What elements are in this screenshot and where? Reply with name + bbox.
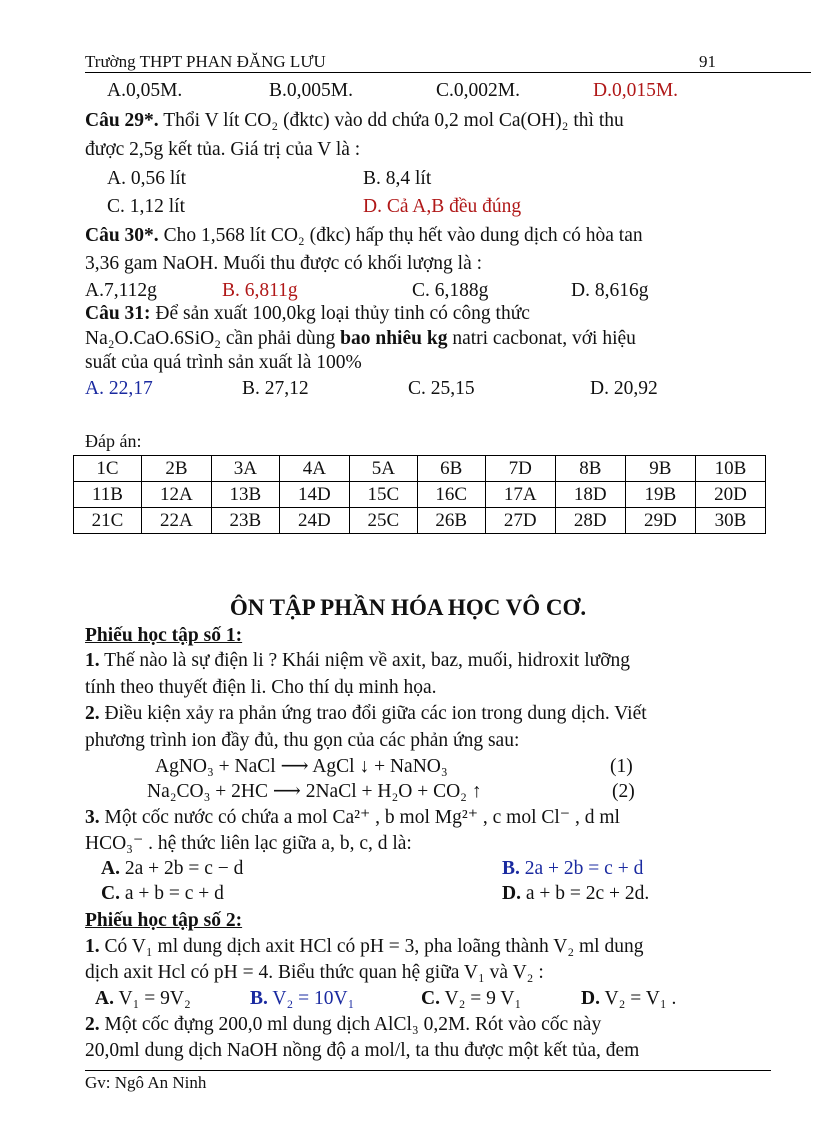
equation-number: (2) xyxy=(612,781,635,802)
table-row xyxy=(74,482,766,508)
q28-option-d: D.0,015M. xyxy=(593,80,679,101)
option-d-label: D. xyxy=(581,988,600,1009)
q31-line1 xyxy=(85,302,530,326)
q29-line1 xyxy=(85,109,624,133)
sheet1-item1-line2: tính theo thuyết điện li. Cho thí dụ minh họa. xyxy=(85,677,437,698)
q30-option-c: C. 6,188g xyxy=(412,280,489,301)
sheet2-item2-line1 xyxy=(85,1013,601,1037)
sheet2-item1-line2: dịch axit Hcl có pH = 4. Biểu thức quan hệ giữa V₁ và V₂ : xyxy=(85,962,544,983)
sheet1-item2-line2: phương trình ion đầy đủ, thu gọn của các phản ứng sau: xyxy=(85,730,520,751)
equation-text: AgNO₃ + NaCl ⟶ AgCl ↓ + NaNO₃ xyxy=(155,756,448,777)
option-b-label: B. xyxy=(502,858,520,879)
item-text: Có V₁ ml dung dịch axit HCl có pH = 3, pha loãng thành V₂ ml dung xyxy=(104,936,644,957)
option-d-text: a + b = 2c + 2d. xyxy=(525,883,650,904)
equation-number: (1) xyxy=(610,756,633,777)
q29-option-d: D. Cả A,B đều đúng xyxy=(363,196,522,217)
q31-line3: suất của quá trình sản xuất là 100% xyxy=(85,352,362,373)
table-row xyxy=(74,456,766,482)
option-c-label: C. xyxy=(101,883,120,904)
q30-text1: Cho 1,568 lít CO₂ (đkc) hấp thụ hết vào dung dịch có hòa tan xyxy=(163,225,643,246)
option-b-label: B. xyxy=(250,988,268,1009)
answer-cell: 12A xyxy=(141,482,211,508)
q29-text1: Thổi V lít CO₂ (đktc) vào dd chứa 0,2 mol Ca(OH)₂ thì thu xyxy=(163,110,624,131)
option-c-label: C. xyxy=(421,988,440,1009)
q29-option-c: C. 1,12 lít xyxy=(107,196,186,217)
answer-cell: 23B xyxy=(211,508,279,534)
option-a-text: V₁ = 9V₂ xyxy=(118,988,191,1009)
option-b-text: 2a + 2b = c + d xyxy=(524,858,644,879)
answer-cell: 5A xyxy=(349,456,417,482)
sheet1-item2-line1 xyxy=(85,702,647,726)
answer-cell: 25C xyxy=(349,508,417,534)
q30-option-d: D. 8,616g xyxy=(571,280,649,301)
item-text: Một cốc đựng 200,0 ml dung dịch AlCl₃ 0,2M. Rót vào cốc này xyxy=(104,1014,602,1035)
q31-text2c: natri cacbonat, với hiệu xyxy=(447,328,636,349)
item-text: Thế nào là sự điện li ? Khái niệm về axit, baz, muối, hidroxit lưỡng xyxy=(104,650,631,671)
equation-2 xyxy=(147,780,647,804)
answer-cell: 30B xyxy=(695,508,765,534)
answer-cell: 6B xyxy=(417,456,485,482)
answer-cell: 11B xyxy=(74,482,142,508)
answer-cell: 28D xyxy=(555,508,625,534)
q28-option-a: A.0,05M. xyxy=(107,80,183,101)
sheet2-item1-line1 xyxy=(85,935,643,959)
answer-cell: 29D xyxy=(625,508,695,534)
q31-option-b: B. 27,12 xyxy=(242,378,309,399)
q30-option-b: B. 6,811g xyxy=(222,280,298,301)
sheet1-title: Phiếu học tập số 1: xyxy=(85,625,243,646)
q31-line2 xyxy=(85,327,636,351)
answer-cell: 16C xyxy=(417,482,485,508)
item-number: 2. xyxy=(85,1014,100,1035)
answer-key-label: Đáp án: xyxy=(85,431,142,451)
q30-line1 xyxy=(85,224,643,248)
answer-cell: 17A xyxy=(485,482,555,508)
item-text: Một cốc nước có chứa a mol Ca²⁺ , b mol Mg²⁺ , c mol Cl⁻ , d ml xyxy=(104,807,620,828)
option-a-label: A. xyxy=(101,858,120,879)
item-text: Điều kiện xảy ra phản ứng trao đổi giữa các ion trong dung dịch. Viết xyxy=(104,703,647,724)
page-header xyxy=(85,52,811,73)
answer-cell: 14D xyxy=(279,482,349,508)
q31-option-d: D. 20,92 xyxy=(590,378,658,399)
q29-label: Câu 29*. xyxy=(85,110,159,131)
q30-label: Câu 30*. xyxy=(85,225,159,246)
answer-cell: 7D xyxy=(485,456,555,482)
answer-cell: 24D xyxy=(279,508,349,534)
sheet2-item2-line2: 20,0ml dung dịch NaOH nồng độ a mol/l, ta thu được một kết tủa, đem xyxy=(85,1040,640,1061)
item-number: 1. xyxy=(85,936,100,957)
answer-key-table xyxy=(73,455,766,534)
page-footer xyxy=(85,1070,771,1093)
sheet1-item3-line1 xyxy=(85,806,620,830)
option-a-text: 2a + 2b = c − d xyxy=(124,858,244,879)
section-title: ÔN TẬP PHẦN HÓA HỌC VÔ CƠ. xyxy=(229,595,587,620)
answer-cell: 22A xyxy=(141,508,211,534)
answer-cell: 13B xyxy=(211,482,279,508)
q31-text2b: bao nhiêu kg xyxy=(340,328,448,349)
table-row xyxy=(74,508,766,534)
q31-option-c: C. 25,15 xyxy=(408,378,475,399)
option-a-label: A. xyxy=(95,988,114,1009)
equation-1 xyxy=(155,755,655,779)
answer-cell: 18D xyxy=(555,482,625,508)
q31-option-a: A. 22,17 xyxy=(85,378,153,399)
page-number: 91 xyxy=(699,52,716,71)
q31-label: Câu 31: xyxy=(85,303,151,324)
q31-text2a: Na₂O.CaO.6SiO₂ cần phải dùng xyxy=(85,328,341,349)
sheet1-item1-line1 xyxy=(85,649,630,673)
option-b-text: V₂ = 10V₁ xyxy=(272,988,355,1009)
option-c-text: V₂ = 9 V₁ xyxy=(444,988,522,1009)
answer-cell: 9B xyxy=(625,456,695,482)
answer-cell: 1C xyxy=(74,456,142,482)
school-name: Trường THPT PHAN ĐĂNG LƯU xyxy=(85,52,326,71)
item-number: 2. xyxy=(85,703,100,724)
teacher-name: Gv: Ngô An Ninh xyxy=(85,1073,207,1092)
sheet1-item3-line2: HCO₃⁻ . hệ thức liên lạc giữa a, b, c, d là: xyxy=(85,833,412,854)
answer-cell: 4A xyxy=(279,456,349,482)
sheet2-title: Phiếu học tập số 2: xyxy=(85,910,243,931)
q28-option-b: B.0,005M. xyxy=(269,80,353,101)
q29-option-b: B. 8,4 lít xyxy=(363,168,432,189)
answer-cell: 10B xyxy=(695,456,765,482)
q29-option-a: A. 0,56 lít xyxy=(107,168,187,189)
q28-option-c: C.0,002M. xyxy=(436,80,520,101)
item-number: 1. xyxy=(85,650,100,671)
q30-line2: 3,36 gam NaOH. Muối thu được có khối lượng là : xyxy=(85,253,483,274)
option-c-text: a + b = c + d xyxy=(124,883,224,904)
answer-cell: 21C xyxy=(74,508,142,534)
option-d-text: V₂ = V₁ . xyxy=(604,988,677,1009)
item-number: 3. xyxy=(85,807,100,828)
option-d-label: D. xyxy=(502,883,521,904)
q31-text1: Để sản xuất 100,0kg loại thủy tinh có công thức xyxy=(155,303,530,324)
answer-cell: 2B xyxy=(141,456,211,482)
q30-option-a: A.7,112g xyxy=(85,280,157,301)
answer-cell: 27D xyxy=(485,508,555,534)
answer-cell: 19B xyxy=(625,482,695,508)
equation-text: Na₂CO₃ + 2HC ⟶ 2NaCl + H₂O + CO₂ ↑ xyxy=(147,781,482,802)
answer-cell: 26B xyxy=(417,508,485,534)
answer-cell: 20D xyxy=(695,482,765,508)
q29-line2: được 2,5g kết tủa. Giá trị của V là : xyxy=(85,139,361,160)
answer-cell: 15C xyxy=(349,482,417,508)
answer-cell: 3A xyxy=(211,456,279,482)
answer-cell: 8B xyxy=(555,456,625,482)
